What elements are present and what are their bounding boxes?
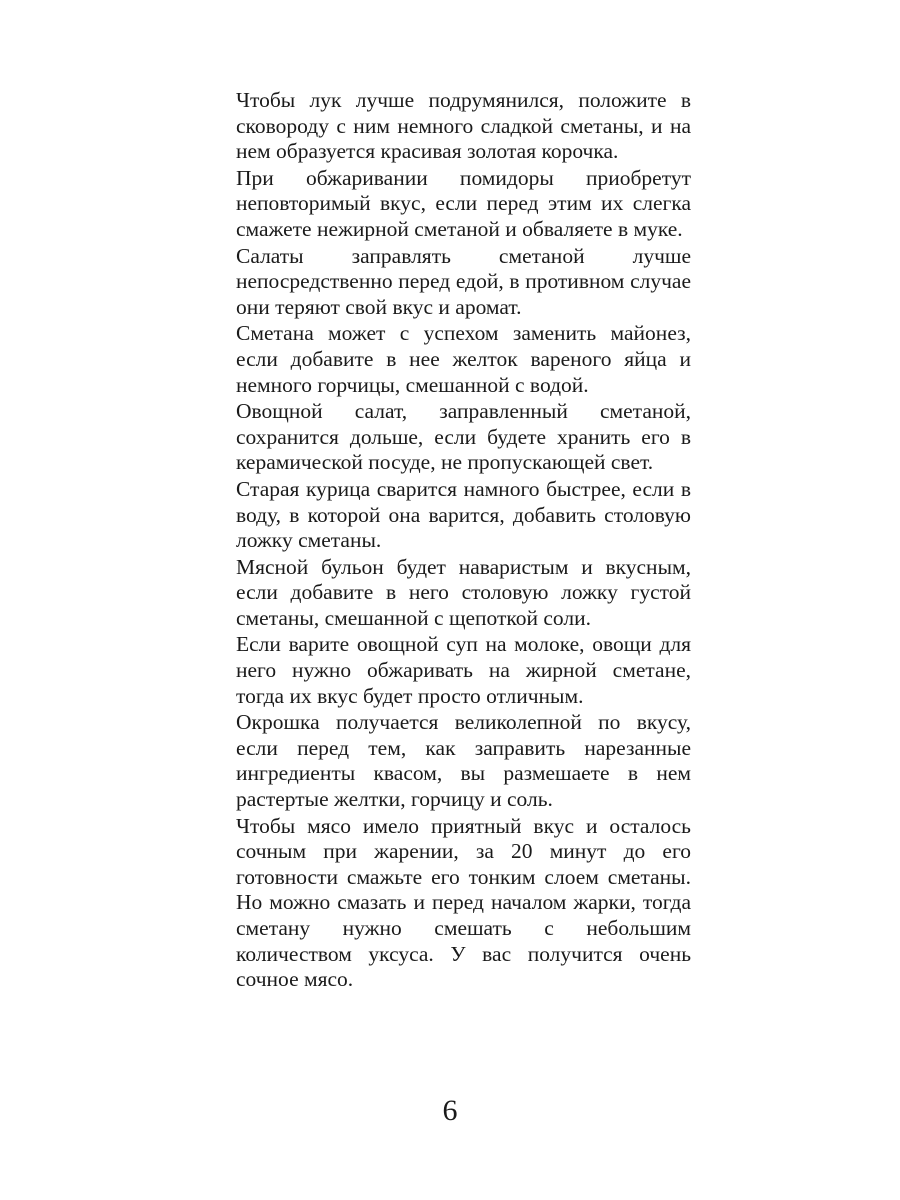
paragraph-old-chicken-tip: Старая курица сварится намного быстрее, если в воду, в которой она варится, добавить столовую ложку сметаны. <box>236 476 691 553</box>
paragraph-meat-broth-tip: Мясной бульон будет наваристым и вкусным, если добавите в него столовую ложку густой сметаны, смешанной с щепоткой соли. <box>236 554 691 630</box>
page-number: 6 <box>442 1094 458 1127</box>
paragraph-juicy-meat-tip: Чтобы мясо имело приятный вкус и осталось сочным при жарении, за 20 минут до его готовности смажьте его тонким слоем сметаны. Но можно смазать и перед началом жарки, тогда сметану нужно смешать с небольшим количеством уксуса. У вас получится очень сочное мясо. <box>236 813 691 992</box>
paragraph-okroshka-tip: Окрошка получается великолепной по вкусу, если перед тем, как заправить нарезанные ингредиенты квасом, вы размешаете в нем растертые желтки, горчицу и соль. <box>236 710 691 812</box>
paragraph-tomato-tip: При обжаривании помидоры приобретут неповторимый вкус, если перед этим их слегка смажете нежирной сметаной и обваляете в муке. <box>236 165 691 241</box>
paragraph-mayonnaise-substitute-tip: Сметана может с успехом заменить майонез, если добавите в нее желток вареного яйца и немного горчицы, смешанной с водой. <box>236 321 691 397</box>
paragraph-salad-dressing-tip: Салаты заправлять сметаной лучше непосредственно перед едой, в противном случае они теряют свой вкус и аромат. <box>236 243 691 319</box>
page-body-text <box>236 88 691 994</box>
paragraph-vegetable-salad-storage-tip: Овощной салат, заправленный сметаной, сохранится дольше, если будете хранить его в керамической посуде, не пропускающей свет. <box>236 399 691 475</box>
paragraph-vegetable-soup-tip: Если варите овощной суп на молоке, овощи для него нужно обжаривать на жирной сметане, тогда их вкус будет просто отличным. <box>236 632 691 708</box>
paragraph-onion-tip: Чтобы лук лучше подрумянился, положите в сковороду с ним немного сладкой сметаны, и на нем образуется красивая золотая корочка. <box>236 88 691 164</box>
